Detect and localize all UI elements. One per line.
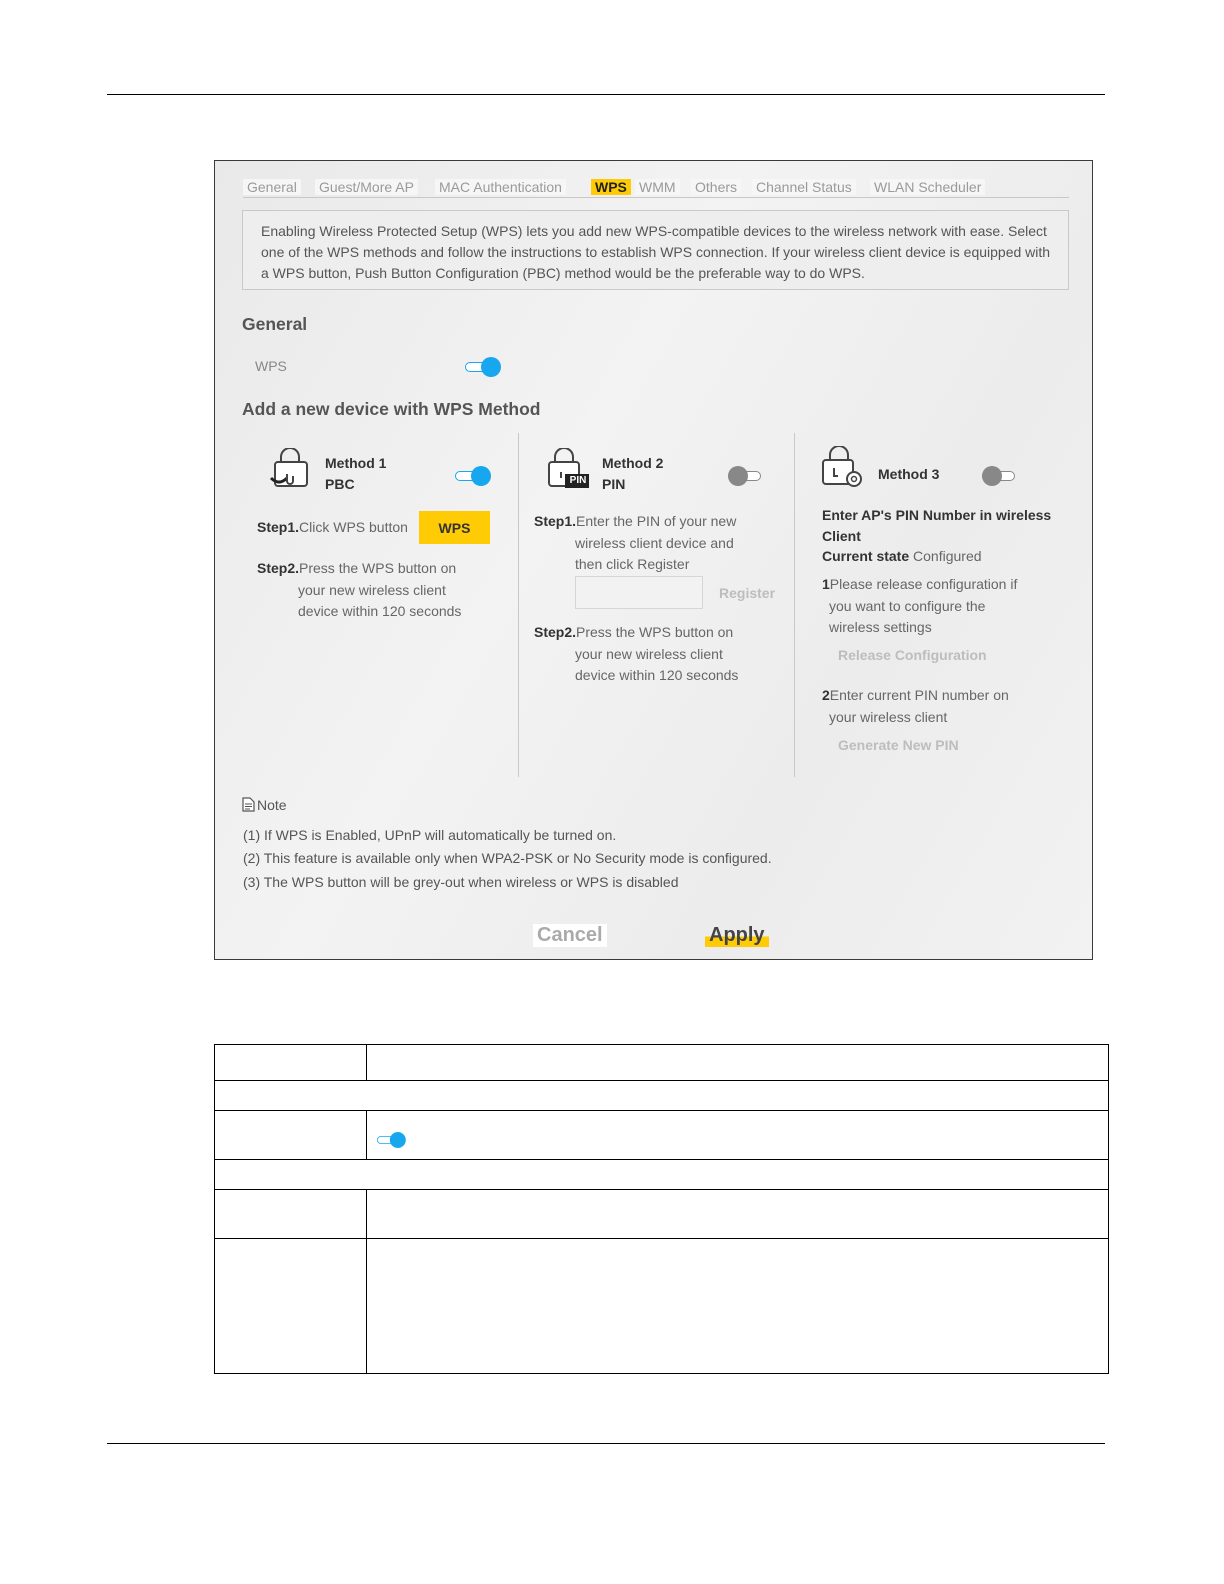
wps-push-button[interactable]: WPS	[419, 511, 490, 544]
pbc-lock-icon	[267, 448, 313, 488]
table-cell	[215, 1045, 367, 1081]
method1-step2-line: Press the WPS button on	[299, 560, 457, 576]
tab-guest-more-ap[interactable]: Guest/More AP	[315, 179, 418, 195]
method1-toggle[interactable]	[455, 466, 491, 486]
release-configuration-button[interactable]: Release Configuration	[838, 647, 987, 663]
note-line: (3) The WPS button will be grey-out when wireless or WPS is disabled	[243, 874, 679, 890]
table-row	[215, 1081, 1109, 1111]
note-title: Note	[257, 797, 287, 813]
note-icon	[242, 797, 255, 812]
tab-wlan-scheduler[interactable]: WLAN Scheduler	[870, 179, 985, 195]
pin-badge: PIN	[569, 475, 587, 486]
tab-others[interactable]: Others	[691, 179, 741, 195]
header-rule	[107, 94, 1105, 95]
method1-step2-line: your new wireless client	[298, 582, 446, 598]
method1-step1	[257, 517, 408, 539]
method3-toggle[interactable]	[982, 466, 1018, 486]
method1-step1-label: Step1.	[257, 519, 300, 535]
method3-item1-number: 1	[822, 576, 830, 592]
method3-item1-line: Please release configuration if	[829, 576, 1018, 592]
method3-title: Method 3	[878, 466, 940, 482]
method1-step1-text: Click WPS button	[299, 519, 408, 535]
method3-item2	[822, 685, 1009, 707]
method1-title: Method 1	[325, 455, 387, 471]
method1-step2-label: Step2.	[257, 560, 300, 576]
method3-heading: Client	[822, 528, 861, 544]
method2-title: Method 2	[602, 455, 664, 471]
method2-step2-label: Step2.	[534, 624, 577, 640]
tab-bar	[243, 179, 1069, 198]
method2-subtitle: PIN	[602, 476, 626, 492]
current-state-value: Configured	[913, 548, 982, 564]
register-button[interactable]: Register	[719, 585, 776, 601]
table-cell	[215, 1190, 367, 1239]
method2-step1-line: Enter the PIN of your new	[576, 513, 737, 529]
table-cell	[367, 1239, 1109, 1374]
table-cell	[367, 1190, 1109, 1239]
method2-step1-line: wireless client device and	[575, 535, 734, 551]
method3-item2-line: Enter current PIN number on	[829, 687, 1009, 703]
wps-label: WPS	[255, 358, 287, 374]
method3-item1-line: you want to configure the	[829, 598, 986, 614]
column-divider	[794, 433, 795, 777]
intro-description: Enabling Wireless Protected Setup (WPS) lets you add new WPS-compatible devices to the wireless network with ease. Select one of the WPS methods and follow the instructions to establish WPS connection. If your wireless client device is equipped with a WPS button, Push Button Configuration (PBC) method would be the preferable way to do WPS.	[242, 210, 1069, 290]
method3-item1-line: wireless settings	[829, 619, 932, 635]
wps-settings-screenshot	[214, 160, 1093, 960]
method2-step2-line: your new wireless client	[575, 646, 723, 662]
pin-input[interactable]	[575, 576, 703, 609]
table-cell	[215, 1239, 367, 1374]
method2-step1-line: then click Register	[575, 556, 690, 572]
table-cell	[367, 1111, 1109, 1160]
method2-step2-line: device within 120 seconds	[575, 667, 739, 683]
generate-new-pin-button[interactable]: Generate New PIN	[838, 737, 959, 753]
column-divider	[518, 433, 519, 777]
method2-step2	[534, 622, 733, 644]
table-toggle-icon	[377, 1132, 406, 1148]
tab-mac-authentication[interactable]: MAC Authentication	[435, 179, 566, 195]
method3-item2-number: 2	[822, 687, 830, 703]
current-state	[822, 546, 982, 568]
method2-step2-line: Press the WPS button on	[576, 624, 734, 640]
method2-toggle[interactable]	[728, 466, 764, 486]
tab-channel-status[interactable]: Channel Status	[752, 179, 856, 195]
tab-wps[interactable]: WPS	[591, 179, 631, 195]
table-cell	[367, 1045, 1109, 1081]
method1-step2-line: device within 120 seconds	[298, 603, 462, 619]
table-cell	[215, 1111, 367, 1160]
table-row	[215, 1239, 1109, 1374]
method1-subtitle: PBC	[325, 476, 355, 492]
table-row	[215, 1111, 1109, 1160]
method3-item2-line: your wireless client	[829, 709, 948, 725]
tab-general[interactable]: General	[243, 179, 301, 195]
method3-item1	[822, 574, 1017, 596]
field-description-table	[214, 1044, 1109, 1374]
table-header-row	[215, 1045, 1109, 1081]
current-state-label: Current state	[822, 548, 910, 564]
table-row	[215, 1160, 1109, 1190]
general-heading: General	[242, 314, 308, 334]
footer-rule	[107, 1443, 1105, 1444]
add-device-heading: Add a new device with WPS Method	[242, 399, 541, 419]
tab-wmm[interactable]: WMM	[635, 179, 680, 195]
ap-pin-settings-icon	[820, 446, 866, 490]
table-cell	[215, 1081, 1109, 1111]
method1-step2	[257, 558, 456, 580]
method2-step1-label: Step1.	[534, 513, 577, 529]
table-cell	[215, 1160, 1109, 1190]
method2-step1	[534, 511, 736, 533]
note-line: (2) This feature is available only when WPA2-PSK or No Security mode is configured.	[243, 850, 772, 866]
method3-heading: Enter AP's PIN Number in wireless	[822, 507, 1052, 523]
apply-button[interactable]: Apply	[705, 924, 769, 947]
note-line: (1) If WPS is Enabled, UPnP will automatically be turned on.	[243, 827, 617, 843]
cancel-button[interactable]: Cancel	[533, 924, 607, 947]
wps-toggle[interactable]	[465, 357, 501, 377]
table-row	[215, 1190, 1109, 1239]
